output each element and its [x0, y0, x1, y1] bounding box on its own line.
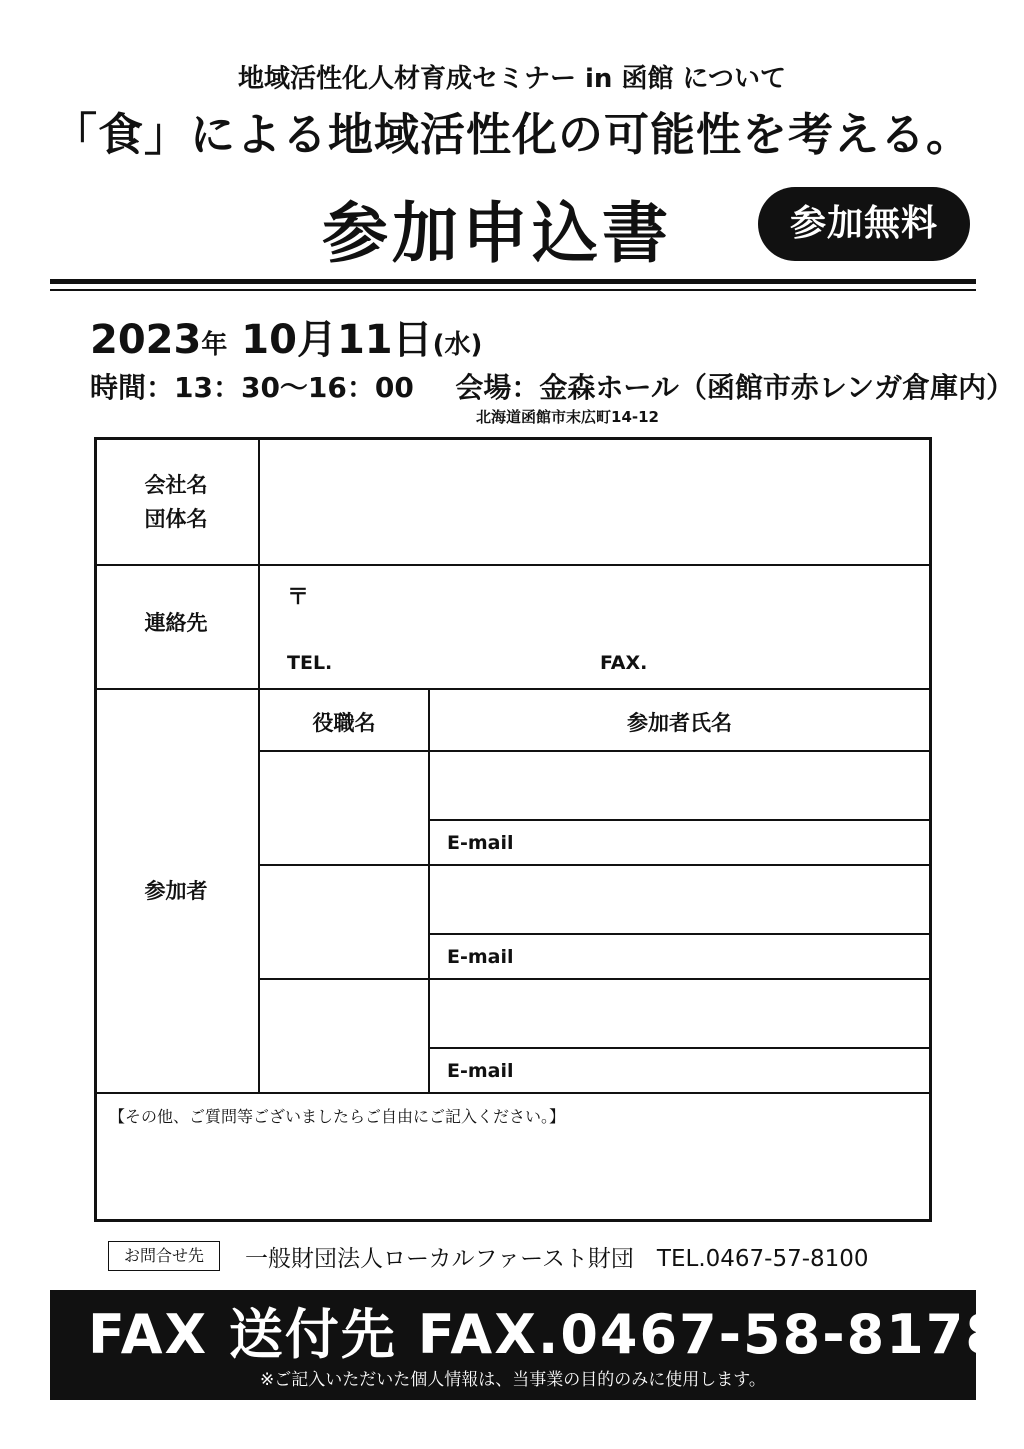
postal-code-field[interactable]: 〒 [287, 585, 310, 610]
participant-3-email-divider [428, 1047, 929, 1049]
seminar-title: 「食」による地域活性化の可能性を考える。 [51, 108, 972, 161]
participant-1-email-divider [428, 819, 929, 821]
company-name-field[interactable] [261, 442, 927, 562]
fax-field[interactable]: FAX. [600, 652, 648, 674]
remarks-divider [97, 1092, 929, 1094]
free-badge: 参加無料 [758, 187, 970, 261]
position-header: 役職名 [312, 711, 376, 735]
company-label: 会社名 団体名 [144, 473, 208, 531]
event-time-venue [90, 366, 1014, 406]
inquiry-label: お問合せ先 [108, 1241, 220, 1271]
participants-label: 参加者 [144, 879, 208, 903]
participant-name-header: 参加者氏名 [627, 711, 732, 735]
inquiry-organization: 一般財団法人ローカルファースト財団 TEL.0467-57-8100 [245, 1246, 869, 1272]
contact-label: 連絡先 [144, 611, 208, 635]
participant-1-name-field[interactable] [430, 752, 929, 819]
privacy-note: ※ご記入いただいた個人情報は、当事業の目的のみに使用します。 [260, 1370, 766, 1390]
participant-2-name-field[interactable] [430, 866, 929, 933]
form-title: 参加申込書 [322, 195, 672, 272]
header-divider-thick [50, 279, 976, 284]
participant-1-email-field[interactable]: E-mail [447, 832, 514, 854]
participant-2-email-field[interactable]: E-mail [447, 946, 514, 968]
fax-headline: FAX 送付先 FAX.0467-58-8178 [88, 1303, 1005, 1366]
header-divider-thin [50, 289, 976, 291]
application-form [94, 437, 932, 1222]
remarks-field[interactable]: 【その他、ご質問等ございましたらご自由にご記入ください。】 [109, 1107, 566, 1126]
participant-3-position-field[interactable] [260, 980, 428, 1092]
event-weekday: (水) [432, 330, 483, 360]
event-month-day: 10月11日 [241, 317, 433, 363]
event-venue: 会場：金森ホール（函館市赤レンガ倉庫内） [455, 371, 1015, 404]
row-divider-company [97, 564, 929, 566]
participant-1-position-field[interactable] [260, 752, 428, 864]
participant-3-email-field[interactable]: E-mail [447, 1060, 514, 1082]
row-divider-contact [97, 688, 929, 690]
event-date [90, 308, 482, 365]
participant-2-email-divider [428, 933, 929, 935]
event-time: 時間：13：30〜16：00 [90, 371, 414, 404]
seminar-subtitle: 地域活性化人材育成セミナー in 函館 について [237, 64, 787, 94]
fax-destination-band [50, 1290, 1005, 1400]
venue-address: 北海道函館市末広町14-12 [476, 408, 659, 426]
event-year-unit: 年 [201, 330, 228, 360]
participant-3-name-field[interactable] [430, 980, 929, 1047]
event-year: 2023 [90, 317, 202, 363]
participant-2-position-field[interactable] [260, 866, 428, 978]
tel-field[interactable]: TEL. [287, 652, 333, 674]
